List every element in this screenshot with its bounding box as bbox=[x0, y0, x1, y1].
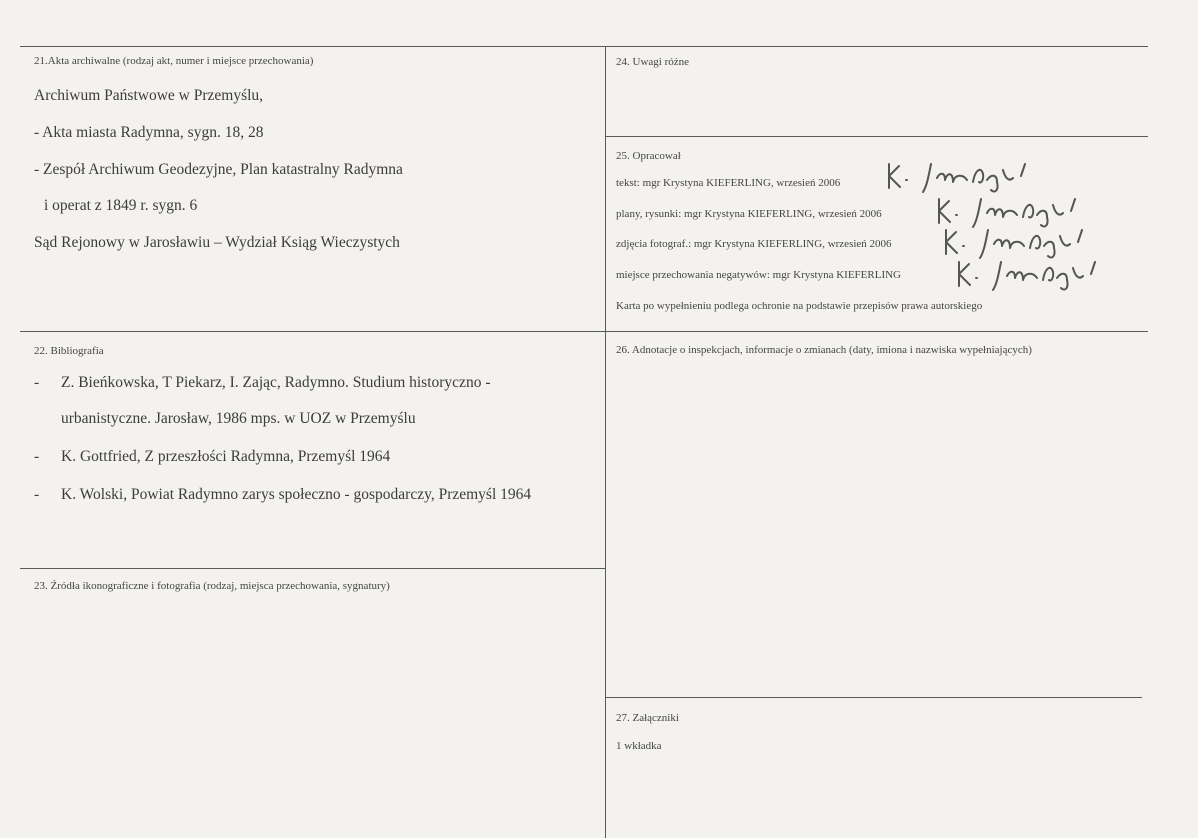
signature-4 bbox=[955, 258, 1105, 292]
s21-line: Archiwum Państwowe w Przemyślu, bbox=[34, 87, 264, 104]
bibliography-item: K. Wolski, Powiat Radymno zarys społeczno - gospodarczy, Przemyśl 1964 bbox=[61, 486, 532, 503]
bibliography-item: Z. Bieńkowska, T Piekarz, I. Zając, Radymno. Studium historyczno - bbox=[61, 374, 491, 391]
s21-heading: 21.Akta archiwalne (rodzaj akt, numer i miejsce przechowania) bbox=[34, 55, 314, 67]
s21-line: - Akta miasta Radymna, sygn. 18, 28 bbox=[34, 124, 264, 141]
s24-heading: 24. Uwagi różne bbox=[616, 56, 690, 68]
divider-24-25 bbox=[606, 136, 1148, 137]
s26-heading: 26. Adnotacje o inspekcjach, informacje o zmianach (daty, imiona i nazwiska wypełniających) bbox=[616, 344, 1032, 356]
s27-heading: 27. Załączniki bbox=[616, 712, 679, 724]
bullet-dash: - bbox=[34, 486, 40, 503]
center-divider bbox=[605, 46, 606, 838]
s21-line: - Zespół Archiwum Geodezyjne, Plan katastralny Radymna bbox=[34, 161, 403, 178]
divider-22-23 bbox=[20, 568, 605, 569]
author-line-negatives: miejsce przechowania negatywów: mgr Krystyna KIEFERLING bbox=[616, 269, 902, 281]
s27-value: 1 wkładka bbox=[616, 740, 662, 752]
s21-line: i operat z 1849 r. sygn. 6 bbox=[44, 197, 198, 214]
s22-heading: 22. Bibliografia bbox=[34, 345, 104, 357]
s23-heading: 23. Źródła ikonograficzne i fotografia (rodzaj, miejsca przechowania, sygnatury) bbox=[34, 580, 390, 592]
s25-heading: 25. Opracował bbox=[616, 150, 681, 162]
signature-2 bbox=[935, 195, 1085, 229]
signature-1 bbox=[885, 160, 1035, 194]
bullet-dash: - bbox=[34, 448, 40, 465]
author-line-plans: plany, rysunki: mgr Krystyna KIEFERLING, wrzesień 2006 bbox=[616, 208, 882, 220]
author-line-text: tekst: mgr Krystyna KIEFERLING, wrzesień 2006 bbox=[616, 177, 841, 189]
bibliography-item: urbanistyczne. Jarosław, 1986 mps. w UOZ w Przemyślu bbox=[61, 410, 416, 427]
copyright-note: Karta po wypełnieniu podlega ochronie na podstawie przepisów prawa autorskiego bbox=[616, 300, 983, 312]
s21-line: Sąd Rejonowy w Jarosławiu – Wydział Ksiąg Wieczystych bbox=[34, 234, 400, 251]
bibliography-item: K. Gottfried, Z przeszłości Radymna, Przemyśl 1964 bbox=[61, 448, 391, 465]
bullet-dash: - bbox=[34, 374, 40, 391]
author-line-photos: zdjęcia fotograf.: mgr Krystyna KIEFERLING, wrzesień 2006 bbox=[616, 238, 892, 250]
top-rule bbox=[20, 46, 1148, 47]
divider-26-27 bbox=[606, 697, 1142, 698]
divider-21-22 bbox=[20, 331, 1148, 332]
signature-3 bbox=[942, 226, 1092, 260]
